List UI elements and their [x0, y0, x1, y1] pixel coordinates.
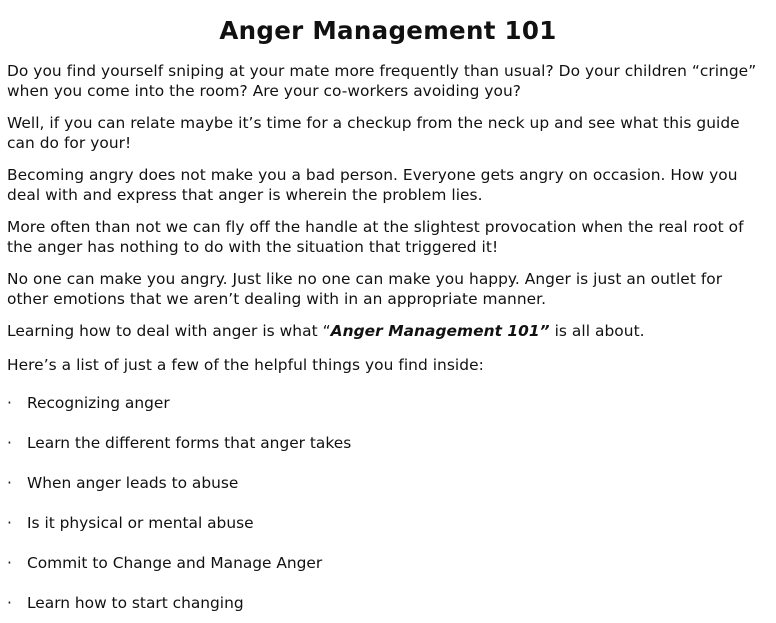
bullet-dot: ·: [7, 594, 12, 612]
learning-text-after: is all about.: [549, 322, 645, 340]
bullet-dot: ·: [7, 554, 12, 572]
bullet-dot: ·: [7, 434, 12, 452]
bullet-dot: ·: [7, 474, 12, 492]
paragraph-no-one: No one can make you angry. Just like no one can make you happy. Anger is just an outlet for other emotions that we aren’t dealing with in an appropriate manner.: [7, 270, 723, 308]
paragraph-learning: [7, 322, 767, 342]
list-intro: Here’s a list of just a few of the helpful things you find inside:: [7, 356, 484, 374]
list-item: [7, 433, 351, 453]
learning-emphasis: Anger Management 101”: [330, 322, 550, 340]
list-item-label: Learn how to start changing: [27, 594, 244, 612]
learning-text-before: Learning how to deal with anger is what “: [7, 322, 331, 340]
list-item-label: Commit to Change and Manage Anger: [27, 554, 323, 572]
paragraph-provocation: More often than not we can fly off the handle at the slightest provocation when the real root of the anger has nothing to do with the situation that triggered it!: [7, 218, 744, 256]
bullet-dot: ·: [7, 514, 12, 532]
list-item-label: Recognizing anger: [27, 394, 170, 412]
list-item-label: Learn the different forms that anger takes: [27, 434, 352, 452]
paragraph-angry-person: Becoming angry does not make you a bad person. Everyone gets angry on occasion. How you deal with and express that anger is wherein the problem lies.: [7, 166, 738, 204]
bullet-dot: ·: [7, 394, 12, 412]
list-item-label: Is it physical or mental abuse: [27, 514, 254, 532]
list-item-label: When anger leads to abuse: [27, 474, 239, 492]
list-item: [7, 593, 244, 613]
document-title: Anger Management 101: [219, 16, 557, 45]
list-item: [7, 553, 322, 573]
paragraph-relate: Well, if you can relate maybe it’s time for a checkup from the neck up and see what this guide can do for your!: [7, 114, 740, 152]
list-item: [7, 473, 238, 493]
list-item: [7, 393, 170, 413]
paragraph-intro: Do you find yourself sniping at your mate more frequently than usual? Do your children “cringe” when you come into the room? Are your co-workers avoiding you?: [7, 62, 757, 100]
list-item: [7, 513, 254, 533]
